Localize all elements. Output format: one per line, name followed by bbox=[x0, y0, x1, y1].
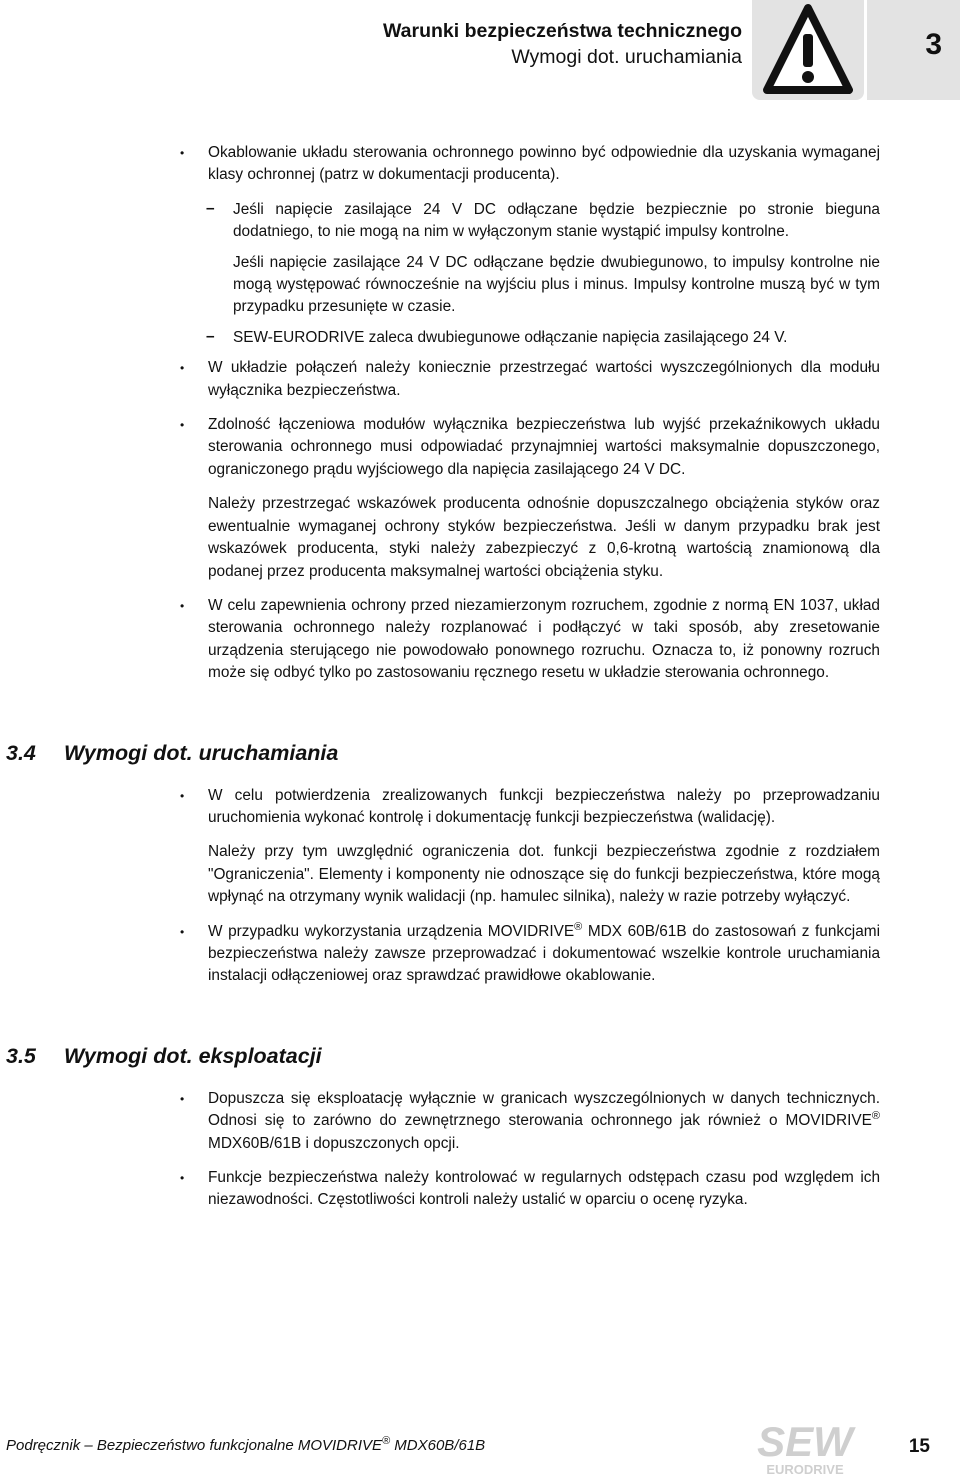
chapter-tab bbox=[867, 0, 960, 100]
list-item: • Okablowanie układu sterowania ochronnego powinno być odpowiednie dla uzyskania wymaganej klasy ochronnej (patrz w dokumentacji producenta). bbox=[208, 142, 880, 187]
registered-mark: ® bbox=[871, 1110, 880, 1123]
text-fragment: MDX60B/61B i dopuszczonych opcji. bbox=[208, 1134, 460, 1152]
warning-box bbox=[752, 0, 864, 100]
list-item bbox=[208, 1088, 880, 1155]
text-fragment: MDX 60B/61B do zastosowań z funkcjami bezpieczeństwa należy zawsze przeprowadzać i dokumentować wszelkie kontrole uruchamiania instalacji odłączeniowej oraz sprawdzać prawidłowe okablowanie. bbox=[208, 922, 881, 985]
section-number: 3.4 bbox=[6, 740, 36, 765]
logo-bottom-text: EURODRIVE bbox=[766, 1462, 844, 1477]
text-fragment: Podręcznik – Bezpieczeństwo funkcjonalne MOVIDRIVE bbox=[6, 1437, 383, 1454]
warning-triangle-icon bbox=[763, 2, 853, 96]
list-item: • Funkcje bezpieczeństwa należy kontrolować w regularnych odstępach czasu pod względem ich niezawodności. Częstotliwości kontroli należy ustalić w oparciu o ocenę ryzyka. bbox=[208, 1167, 880, 1212]
sew-eurodrive-logo bbox=[746, 1416, 864, 1478]
page-footer bbox=[0, 1410, 960, 1479]
header-title: Warunki bezpieczeństwa technicznego bbox=[382, 20, 742, 42]
paragraph: Jeśli napięcie zasilające 24 V DC odłączane będzie dwubiegunowo, to impulsy kontrolne nie mogą występować równocześnie na wyjściu plus i minus. Impulsy kontrolne muszą być w tym przypadku przesunięte w czasie. bbox=[233, 253, 880, 316]
section-number: 3.5 bbox=[6, 1043, 36, 1068]
section-heading bbox=[0, 1044, 960, 1074]
text-fragment: Dopuszcza się eksploatację wyłącznie w granicach wyszczególnionych w danych technicznych. Odnosi się to zarówno do zewnętrznego sterowania ochronnego jak również o MOVIDRIVE bbox=[208, 1089, 880, 1130]
list-item bbox=[208, 921, 880, 988]
header-subtitle: Wymogi dot. uruchamiania bbox=[511, 46, 742, 68]
main-content bbox=[0, 142, 960, 1224]
list-item: • W celu potwierdzenia zrealizowanych funkcji bezpieczeństwa należy po przeprowadzaniu uruchomienia wykonać kontrolę i dokumentację funkcji bezpieczeństwa (walidację). bbox=[208, 785, 880, 830]
dash-item: – SEW-EURODRIVE zaleca dwubiegunowe odłączanie napięcia zasilającego 24 V. bbox=[233, 327, 880, 349]
paragraph: Należy przy tym uwzględnić ograniczenia dot. funkcji bezpieczeństwa zgodnie z rozdziałem "Ograniczenia". Elementy i komponenty nie odnoszące się do funkcji bezpieczeństwa, które mogą wpłynąć na otrzymany wynik walidacji (np. hamulec silnika), należy w razie potrzeby wyłączyć. bbox=[208, 843, 880, 906]
section-title: Wymogi dot. eksploatacji bbox=[64, 1043, 322, 1068]
list-item: • Zdolność łączeniowa modułów wyłącznika bezpieczeństwa lub wyjść przekaźnikowych układu sterowania ochronnego musi odpowiadać przynajmniej wartości maksymalnie dopuszczonego, ograniczonego prądu wyjściowego dla napięcia zasilającego 24 V DC. bbox=[208, 414, 880, 481]
list-item: • W celu zapewnienia ochrony przed niezamierzonym rozruchem, zgodnie z normą EN 1037, układ sterowania ochronnego należy rozplanować i podłączyć w taki sposób, aby zresetowanie urządzenia sterującego nie powodowało ponownego rozruchu. Oznacza to, iż ponowny rozruch może się odbyć tylko po zastosowaniu ręcznego resetu w układzie sterowania ochronnego. bbox=[208, 595, 880, 685]
chapter-number: 3 bbox=[925, 28, 942, 61]
list-item: • W układzie połączeń należy koniecznie przestrzegać wartości wyszczególnionych dla modułu wyłącznika bezpieczeństwa. bbox=[208, 357, 880, 402]
section-heading bbox=[0, 741, 960, 771]
registered-mark: ® bbox=[574, 920, 583, 933]
logo-top-text: SEW bbox=[757, 1418, 853, 1465]
text-fragment: W przypadku wykorzystania urządzenia MOVIDRIVE bbox=[208, 922, 575, 940]
page-header bbox=[383, 18, 742, 70]
page-number: 15 bbox=[908, 1436, 930, 1457]
footer-text bbox=[6, 1437, 485, 1454]
dash-item: – Jeśli napięcie zasilające 24 V DC odłączane będzie bezpiecznie po stronie bieguna dodatniego, to nie mogą na nim w wyłączonym stanie wystąpić impulsy kontrolne. bbox=[233, 199, 880, 244]
section-title: Wymogi dot. uruchamiania bbox=[64, 740, 339, 765]
paragraph: Należy przestrzegać wskazówek producenta odnośnie dopuszczalnego obciążenia styków oraz ewentualnie wymaganej ochrony styków bezpieczeństwa. Jeśli w danym przypadku brak jest wskazówek producenta, styki należy zabezpieczyć z 0,6-krotną wartością znamionową dla podanej przez producenta maksymalnej wartości obciążenia styku. bbox=[208, 495, 880, 580]
text-fragment: MDX60B/61B bbox=[390, 1437, 486, 1454]
registered-mark: ® bbox=[382, 1435, 391, 1447]
